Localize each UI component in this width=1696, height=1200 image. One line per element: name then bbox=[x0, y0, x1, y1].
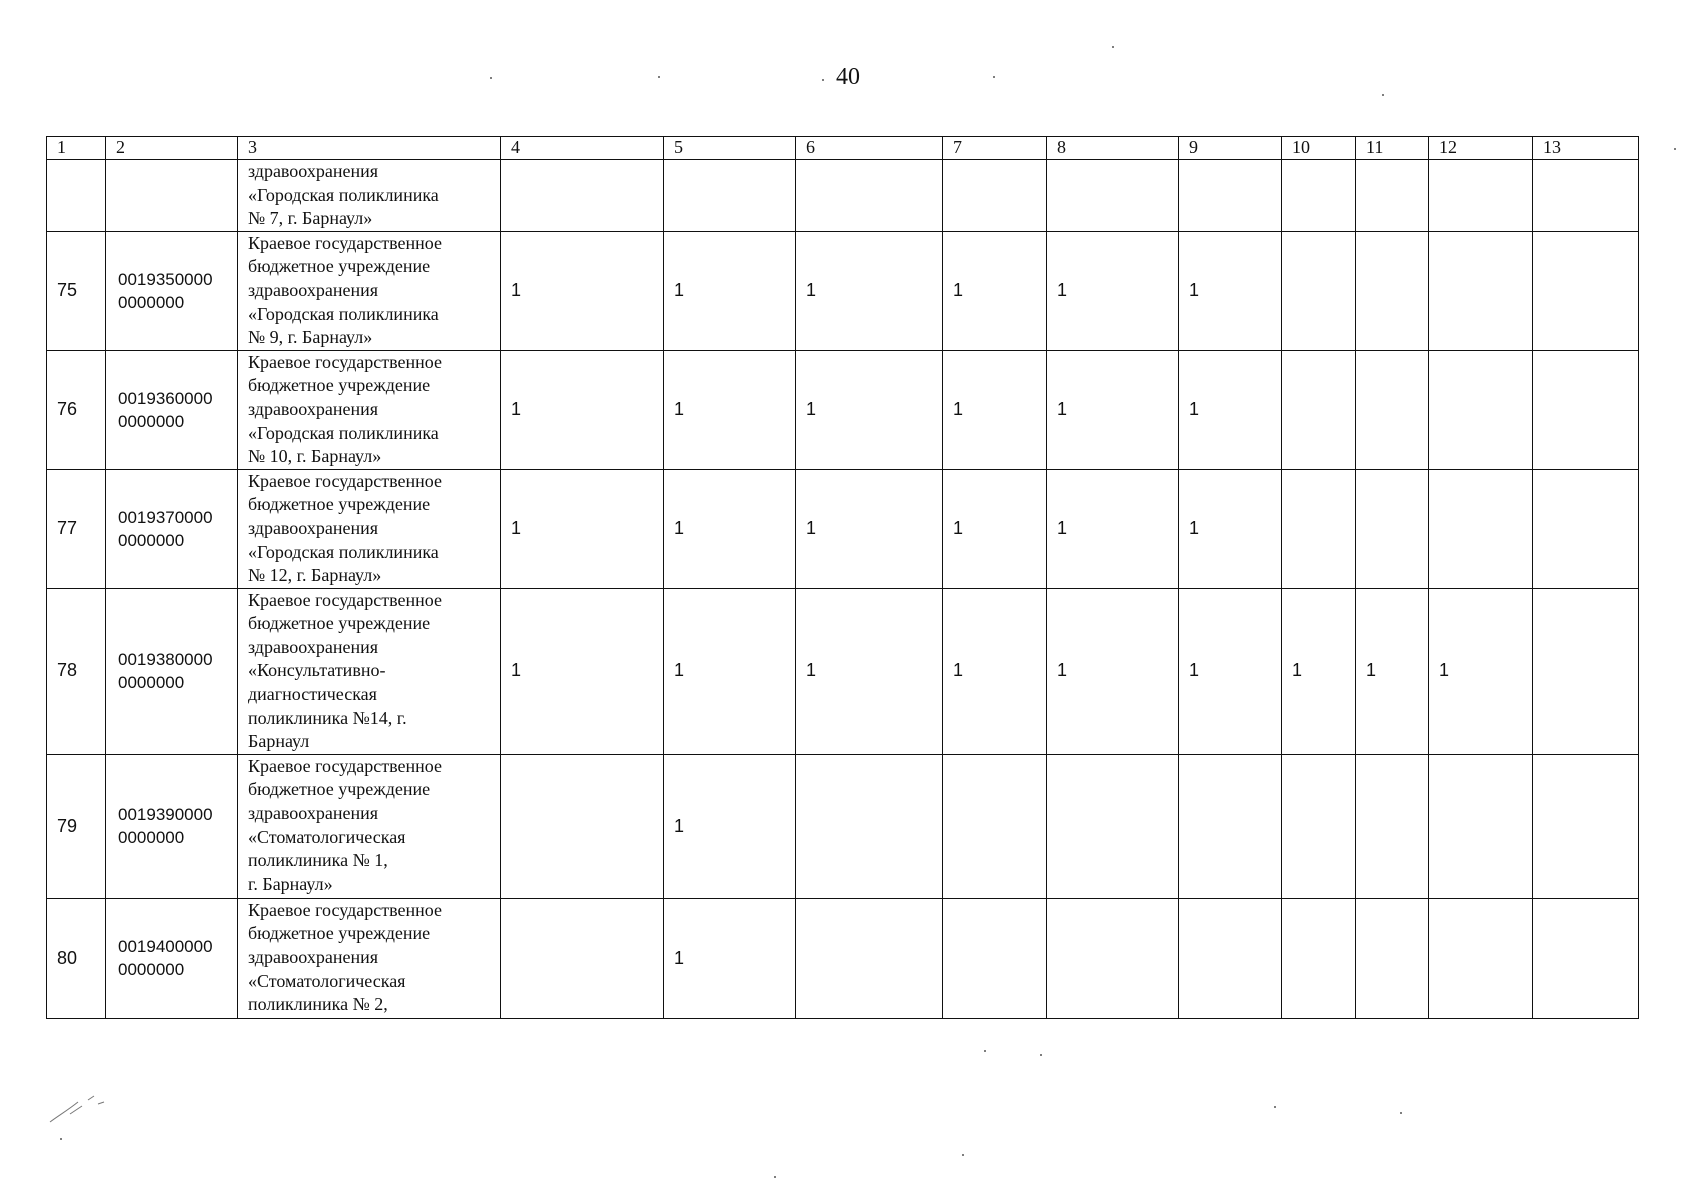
mark-cell: 1 bbox=[796, 350, 943, 469]
mark-cell: 1 bbox=[664, 350, 796, 469]
table-row bbox=[47, 160, 1639, 232]
mark-cell: 1 bbox=[501, 350, 664, 469]
mark-cell bbox=[1533, 350, 1639, 469]
scan-speck bbox=[1040, 1054, 1042, 1056]
mark-cell: 1 bbox=[664, 588, 796, 754]
table-row bbox=[47, 754, 1639, 898]
scan-speck bbox=[1400, 1112, 1402, 1114]
row-number-cell: 79 bbox=[47, 754, 106, 898]
registry-code-cell: 0019380000 0000000 bbox=[106, 588, 238, 754]
row-number-cell bbox=[47, 160, 106, 232]
scan-speck bbox=[1674, 148, 1676, 150]
table-row bbox=[47, 350, 1639, 469]
mark-cell: 1 bbox=[943, 231, 1047, 350]
pen-scribble-mark bbox=[48, 1092, 112, 1128]
scan-speck bbox=[1274, 1106, 1276, 1108]
mark-cell: 1 bbox=[1179, 469, 1282, 588]
mark-cell: 1 bbox=[1282, 588, 1356, 754]
row-number-cell: 76 bbox=[47, 350, 106, 469]
scan-speck bbox=[774, 1176, 776, 1178]
mark-cell bbox=[796, 898, 943, 1018]
registry-code-cell: 0019360000 0000000 bbox=[106, 350, 238, 469]
header-row bbox=[47, 137, 1639, 160]
mark-cell: 1 bbox=[796, 469, 943, 588]
mark-cell bbox=[1047, 754, 1179, 898]
scan-speck bbox=[993, 76, 995, 78]
column-header: 12 bbox=[1429, 137, 1533, 160]
mark-cell bbox=[1047, 160, 1179, 232]
mark-cell: 1 bbox=[943, 350, 1047, 469]
column-header: 9 bbox=[1179, 137, 1282, 160]
mark-cell bbox=[796, 754, 943, 898]
mark-cell bbox=[1533, 469, 1639, 588]
mark-cell: 1 bbox=[501, 231, 664, 350]
mark-cell bbox=[1533, 898, 1639, 1018]
column-header: 8 bbox=[1047, 137, 1179, 160]
mark-cell: 1 bbox=[1356, 588, 1429, 754]
mark-cell bbox=[1356, 469, 1429, 588]
column-header: 11 bbox=[1356, 137, 1429, 160]
table-row bbox=[47, 231, 1639, 350]
mark-cell: 1 bbox=[943, 588, 1047, 754]
column-header: 1 bbox=[47, 137, 106, 160]
mark-cell: 1 bbox=[943, 469, 1047, 588]
mark-cell bbox=[1533, 588, 1639, 754]
scan-speck bbox=[1112, 46, 1114, 48]
institution-name-cell: Краевое государственное бюджетное учреждение здравоохранения «Городская поликлиника № 10, г. Барнаул» bbox=[238, 350, 501, 469]
institution-name-cell: здравоохранения «Городская поликлиника № 7, г. Барнаул» bbox=[238, 160, 501, 232]
mark-cell bbox=[1356, 754, 1429, 898]
page-number: 40 bbox=[836, 64, 860, 90]
table-header bbox=[47, 137, 1639, 160]
scan-speck bbox=[1382, 94, 1384, 96]
mark-cell: 1 bbox=[1429, 588, 1533, 754]
column-header: 4 bbox=[501, 137, 664, 160]
institution-name-cell: Краевое государственное бюджетное учреждение здравоохранения «Консультативно- диагностическая поликлиника №14, г. Барнаул bbox=[238, 588, 501, 754]
mark-cell bbox=[1282, 160, 1356, 232]
registry-table bbox=[46, 136, 1639, 1019]
mark-cell bbox=[664, 160, 796, 232]
column-header: 7 bbox=[943, 137, 1047, 160]
mark-cell bbox=[1179, 898, 1282, 1018]
mark-cell bbox=[1282, 350, 1356, 469]
mark-cell: 1 bbox=[664, 898, 796, 1018]
mark-cell bbox=[501, 160, 664, 232]
mark-cell bbox=[1429, 160, 1533, 232]
mark-cell bbox=[1282, 754, 1356, 898]
mark-cell: 1 bbox=[501, 469, 664, 588]
column-header: 10 bbox=[1282, 137, 1356, 160]
registry-code-cell: 0019370000 0000000 bbox=[106, 469, 238, 588]
mark-cell: 1 bbox=[1047, 588, 1179, 754]
mark-cell bbox=[1356, 898, 1429, 1018]
row-number-cell: 78 bbox=[47, 588, 106, 754]
mark-cell bbox=[1282, 231, 1356, 350]
table-row bbox=[47, 898, 1639, 1018]
scan-speck bbox=[658, 76, 660, 78]
mark-cell bbox=[1356, 231, 1429, 350]
mark-cell bbox=[1533, 754, 1639, 898]
scan-speck bbox=[962, 1154, 964, 1156]
institution-name-cell: Краевое государственное бюджетное учреждение здравоохранения «Стоматологическая поликлиника № 2, bbox=[238, 898, 501, 1018]
mark-cell bbox=[1282, 898, 1356, 1018]
scan-speck bbox=[984, 1050, 986, 1052]
mark-cell bbox=[1047, 898, 1179, 1018]
mark-cell bbox=[501, 754, 664, 898]
mark-cell: 1 bbox=[1179, 350, 1282, 469]
table-row bbox=[47, 588, 1639, 754]
institution-name-cell: Краевое государственное бюджетное учреждение здравоохранения «Городская поликлиника № 12, г. Барнаул» bbox=[238, 469, 501, 588]
mark-cell: 1 bbox=[1179, 231, 1282, 350]
institution-name-cell: Краевое государственное бюджетное учреждение здравоохранения «Городская поликлиника № 9, г. Барнаул» bbox=[238, 231, 501, 350]
mark-cell bbox=[1356, 160, 1429, 232]
mark-cell: 1 bbox=[664, 469, 796, 588]
mark-cell bbox=[1429, 350, 1533, 469]
institution-name-cell: Краевое государственное бюджетное учреждение здравоохранения «Стоматологическая поликлиника № 1, г. Барнаул» bbox=[238, 754, 501, 898]
mark-cell bbox=[796, 160, 943, 232]
mark-cell bbox=[943, 754, 1047, 898]
mark-cell bbox=[1429, 231, 1533, 350]
mark-cell bbox=[1533, 160, 1639, 232]
mark-cell bbox=[1356, 350, 1429, 469]
row-number-cell: 80 bbox=[47, 898, 106, 1018]
mark-cell: 1 bbox=[796, 588, 943, 754]
mark-cell bbox=[1429, 898, 1533, 1018]
scan-speck bbox=[822, 79, 824, 81]
mark-cell bbox=[943, 160, 1047, 232]
table-body bbox=[47, 160, 1639, 1019]
mark-cell: 1 bbox=[501, 588, 664, 754]
table-row bbox=[47, 469, 1639, 588]
scan-speck bbox=[490, 77, 492, 79]
row-number-cell: 75 bbox=[47, 231, 106, 350]
mark-cell bbox=[1533, 231, 1639, 350]
mark-cell bbox=[1179, 160, 1282, 232]
mark-cell bbox=[501, 898, 664, 1018]
mark-cell: 1 bbox=[1047, 231, 1179, 350]
mark-cell bbox=[1282, 469, 1356, 588]
registry-code-cell: 0019350000 0000000 bbox=[106, 231, 238, 350]
registry-code-cell bbox=[106, 160, 238, 232]
mark-cell: 1 bbox=[796, 231, 943, 350]
column-header: 3 bbox=[238, 137, 501, 160]
column-header: 6 bbox=[796, 137, 943, 160]
mark-cell bbox=[1179, 754, 1282, 898]
mark-cell bbox=[943, 898, 1047, 1018]
column-header: 5 bbox=[664, 137, 796, 160]
mark-cell: 1 bbox=[664, 231, 796, 350]
mark-cell: 1 bbox=[1179, 588, 1282, 754]
scan-speck bbox=[60, 1138, 62, 1140]
column-header: 2 bbox=[106, 137, 238, 160]
registry-code-cell: 0019390000 0000000 bbox=[106, 754, 238, 898]
mark-cell: 1 bbox=[1047, 469, 1179, 588]
mark-cell: 1 bbox=[664, 754, 796, 898]
column-header: 13 bbox=[1533, 137, 1639, 160]
mark-cell bbox=[1429, 754, 1533, 898]
row-number-cell: 77 bbox=[47, 469, 106, 588]
registry-code-cell: 0019400000 0000000 bbox=[106, 898, 238, 1018]
mark-cell: 1 bbox=[1047, 350, 1179, 469]
mark-cell bbox=[1429, 469, 1533, 588]
